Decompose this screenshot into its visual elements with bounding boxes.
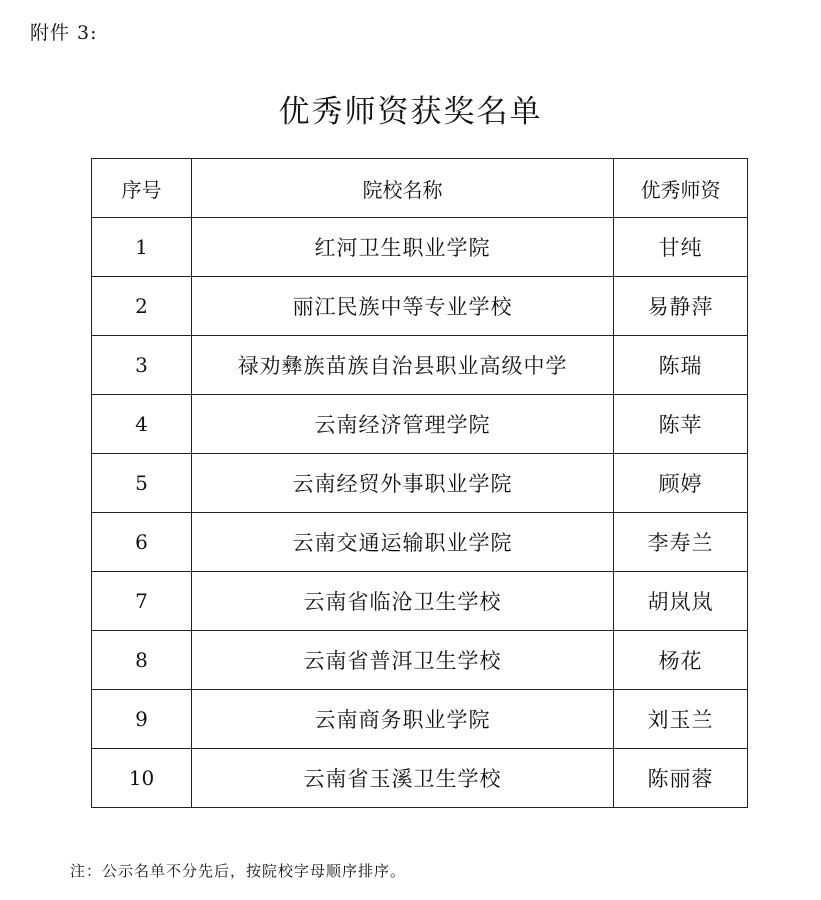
column-header-teacher: 优秀师资: [614, 159, 748, 218]
page-title: 优秀师资获奖名单: [278, 94, 543, 130]
row-teacher: 陈丽蓉: [614, 749, 748, 808]
row-teacher: 陈瑞: [614, 336, 748, 395]
row-school: 禄劝彝族苗族自治县职业高级中学: [192, 336, 614, 395]
row-teacher: 顾婷: [614, 454, 748, 513]
row-school: 云南省玉溪卫生学校: [192, 749, 614, 808]
row-school: 云南省临沧卫生学校: [192, 572, 614, 631]
row-index: 4: [92, 395, 192, 454]
table-row: [92, 277, 748, 336]
table-row: [92, 749, 748, 808]
table-row: [92, 572, 748, 631]
attachment-label: 附件 3:: [30, 22, 98, 44]
row-teacher: 杨花: [614, 631, 748, 690]
row-index: 9: [92, 690, 192, 749]
row-index: 5: [92, 454, 192, 513]
award-table: [91, 158, 748, 808]
row-school: 云南省普洱卫生学校: [192, 631, 614, 690]
row-teacher: 李寿兰: [614, 513, 748, 572]
row-index: 3: [92, 336, 192, 395]
column-header-school: 院校名称: [192, 159, 614, 218]
row-teacher: 胡岚岚: [614, 572, 748, 631]
table-row: [92, 336, 748, 395]
row-teacher: 陈苹: [614, 395, 748, 454]
row-school: 红河卫生职业学院: [192, 218, 614, 277]
row-index: 6: [92, 513, 192, 572]
footer-note: 注：公示名单不分先后，按院校字母顺序排序。: [70, 862, 407, 880]
table-header-row: [92, 159, 748, 218]
row-index: 10: [92, 749, 192, 808]
row-teacher: 刘玉兰: [614, 690, 748, 749]
row-index: 1: [92, 218, 192, 277]
row-index: 7: [92, 572, 192, 631]
table-row: [92, 454, 748, 513]
row-teacher: 甘纯: [614, 218, 748, 277]
table-row: [92, 395, 748, 454]
row-index: 2: [92, 277, 192, 336]
row-teacher: 易静萍: [614, 277, 748, 336]
row-school: 云南经济管理学院: [192, 395, 614, 454]
column-header-index: 序号: [92, 159, 192, 218]
row-school: 丽江民族中等专业学校: [192, 277, 614, 336]
row-school: 云南经贸外事职业学院: [192, 454, 614, 513]
table-row: [92, 218, 748, 277]
row-index: 8: [92, 631, 192, 690]
table-row: [92, 631, 748, 690]
table-row: [92, 513, 748, 572]
row-school: 云南交通运输职业学院: [192, 513, 614, 572]
row-school: 云南商务职业学院: [192, 690, 614, 749]
table-row: [92, 690, 748, 749]
